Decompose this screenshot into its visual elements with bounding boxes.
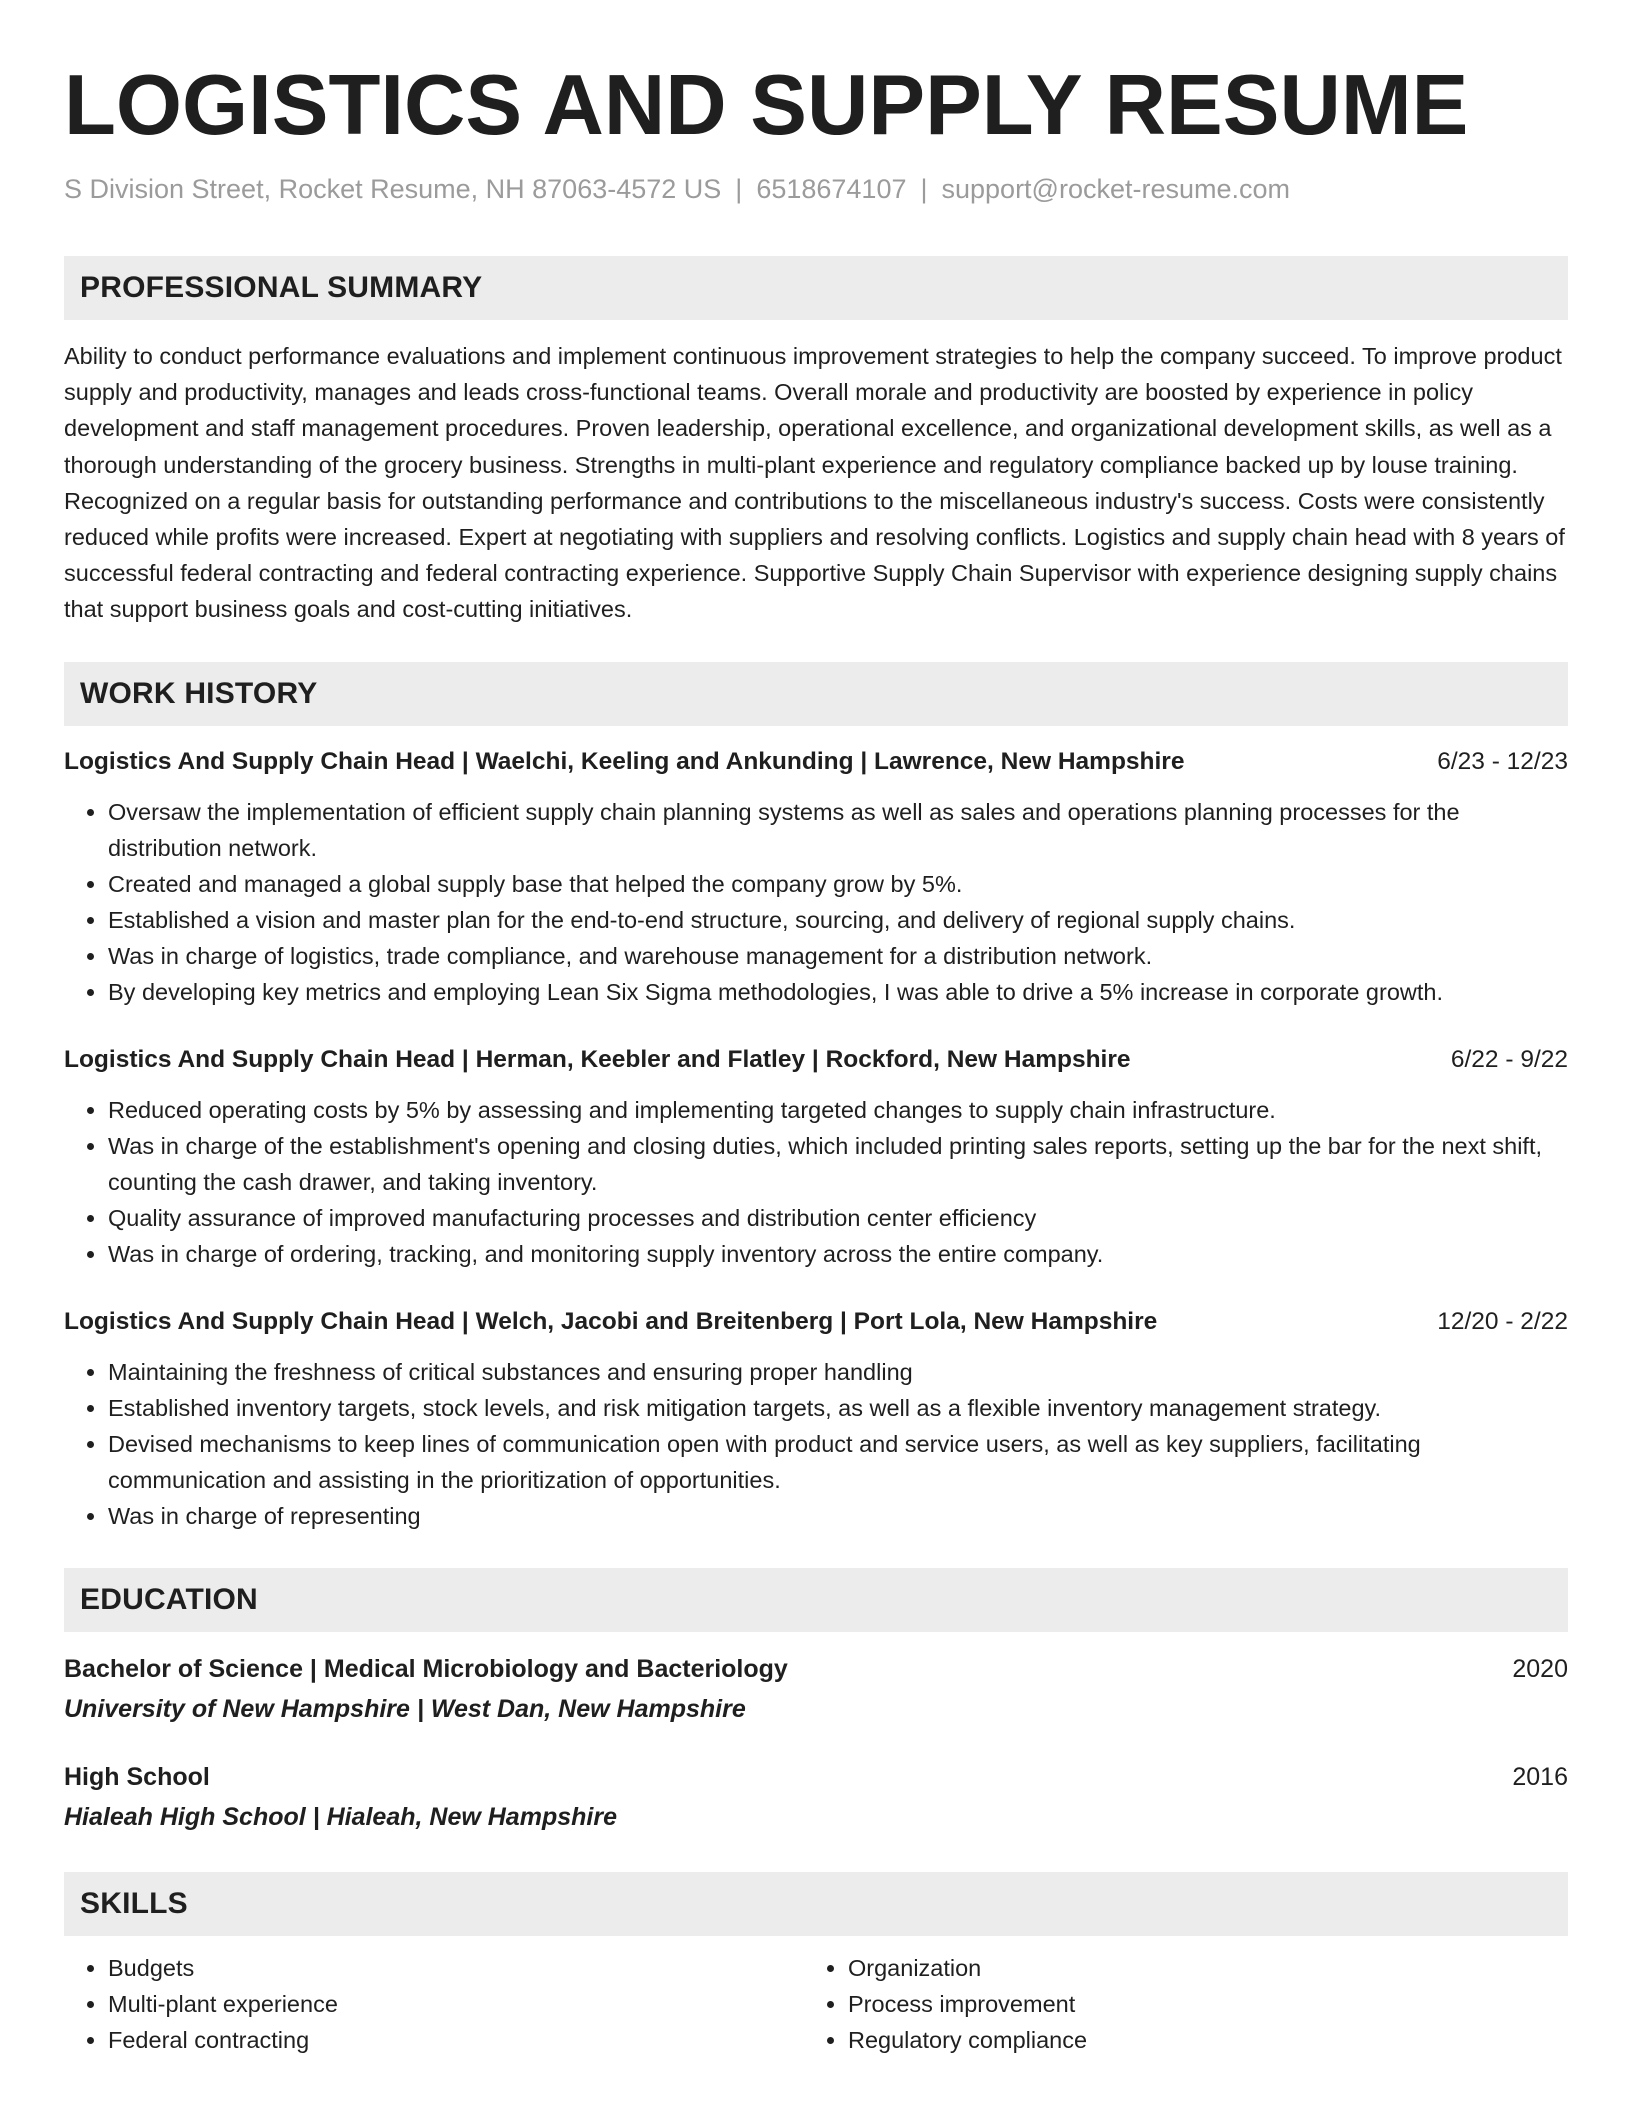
contact-separator: | bbox=[735, 174, 743, 204]
job-bullet: • Quality assurance of improved manufacturing processes and distribution center efficiency bbox=[108, 1200, 1568, 1236]
section-header-skills: SKILLS bbox=[64, 1872, 1568, 1936]
job-title: Logistics And Supply Chain Head | Herman, Keebler and Flatley | Rockford, New Hampshire bbox=[64, 1045, 1131, 1073]
resume-title: LOGISTICS AND SUPPLY RESUME bbox=[64, 58, 1469, 153]
skills-list bbox=[64, 1950, 804, 2058]
contact-line bbox=[64, 172, 1568, 206]
education-entry bbox=[64, 1650, 1568, 1728]
job-bullet: • Was in charge of logistics, trade compliance, and warehouse management for a distribution network. bbox=[108, 938, 1568, 974]
job-bullets bbox=[64, 1092, 1568, 1272]
contact-separator: | bbox=[920, 174, 928, 204]
job-entry bbox=[64, 1042, 1568, 1272]
job-title: Logistics And Supply Chain Head | Welch, Jacobi and Breitenberg | Port Lola, New Hampshire bbox=[64, 1307, 1158, 1335]
education-degree: High School bbox=[64, 1762, 210, 1791]
job-header bbox=[64, 744, 1568, 780]
skill-item: • Organization bbox=[848, 1950, 1544, 1986]
education-school: University of New Hampshire | West Dan, New Hampshire bbox=[64, 1694, 746, 1723]
education-header bbox=[64, 1650, 1568, 1688]
job-bullet: • Devised mechanisms to keep lines of communication open with product and service users, as well as key suppliers, facilitating communication and assisting in the prioritization of opportunities. bbox=[108, 1426, 1568, 1498]
job-header bbox=[64, 1304, 1568, 1340]
skills-column-left bbox=[64, 1950, 804, 2058]
contact-email: support@rocket-resume.com bbox=[941, 174, 1291, 204]
job-bullet: • Established a vision and master plan for the end-to-end structure, sourcing, and delivery of regional supply chains. bbox=[108, 902, 1568, 938]
job-bullet: • Was in charge of representing bbox=[108, 1498, 1568, 1534]
contact-phone: 6518674107 bbox=[756, 174, 907, 204]
resume-content bbox=[64, 58, 1568, 2058]
job-bullet: • Was in charge of the establishment's opening and closing duties, which included printing sales reports, setting up the bar for the next shift, counting the cash drawer, and taking inventory. bbox=[108, 1128, 1568, 1200]
skills-column-right bbox=[804, 1950, 1544, 2058]
job-bullet: • Established inventory targets, stock levels, and risk mitigation targets, as well as a flexible inventory management strategy. bbox=[108, 1390, 1568, 1426]
summary-text: Ability to conduct performance evaluations and implement continuous improvement strategies to help the company succeed. To improve product supply and productivity, manages and leads cross-functional teams. Overall morale and productivity are boosted by experience in policy development and staff management procedures. Proven leadership, operational excellence, and organizational development skills, as well as a thorough understanding of the grocery business. Strengths in multi-plant experience and regulatory compliance backed up by louse training. Recognized on a regular basis for outstanding performance and contributions to the miscellaneous industry's success. Costs were consistently reduced while profits were increased. Expert at negotiating with suppliers and resolving conflicts. Logistics and supply chain head with 8 years of successful federal contracting and federal contracting experience. Supportive Supply Chain Supervisor with experience designing supply chains that support business goals and cost-cutting initiatives. bbox=[64, 343, 1565, 623]
job-bullet: • Oversaw the implementation of efficient supply chain planning systems as well as sales and operations planning processes for the distribution network. bbox=[108, 794, 1568, 866]
job-bullet: • Maintaining the freshness of critical substances and ensuring proper handling bbox=[108, 1354, 1568, 1390]
job-bullet: • Created and managed a global supply base that helped the company grow by 5%. bbox=[108, 866, 1568, 902]
section-header-work-history: WORK HISTORY bbox=[64, 662, 1568, 726]
skill-item: • Process improvement bbox=[848, 1986, 1544, 2022]
education-year: 2016 bbox=[1512, 1762, 1568, 1791]
job-entry bbox=[64, 1304, 1568, 1534]
job-dates: 6/23 - 12/23 bbox=[1437, 747, 1568, 775]
section-header-summary: PROFESSIONAL SUMMARY bbox=[64, 256, 1568, 320]
skill-item: • Multi-plant experience bbox=[108, 1986, 804, 2022]
education-entry bbox=[64, 1758, 1568, 1836]
job-bullet: • Reduced operating costs by 5% by assessing and implementing targeted changes to supply chain infrastructure. bbox=[108, 1092, 1568, 1128]
skills-list bbox=[804, 1950, 1544, 2058]
skill-item: • Regulatory compliance bbox=[848, 2022, 1544, 2058]
education-degree: Bachelor of Science | Medical Microbiology and Bacteriology bbox=[64, 1654, 788, 1683]
skills-grid bbox=[64, 1950, 1568, 2058]
skill-item: • Federal contracting bbox=[108, 2022, 804, 2058]
education-year: 2020 bbox=[1512, 1654, 1568, 1683]
job-bullet: • Was in charge of ordering, tracking, and monitoring supply inventory across the entire company. bbox=[108, 1236, 1568, 1272]
job-entry bbox=[64, 744, 1568, 1010]
job-dates: 6/22 - 9/22 bbox=[1450, 1045, 1568, 1073]
job-bullets bbox=[64, 1354, 1568, 1534]
job-dates: 12/20 - 2/22 bbox=[1437, 1307, 1568, 1335]
education-header bbox=[64, 1758, 1568, 1796]
job-title: Logistics And Supply Chain Head | Waelchi, Keeling and Ankunding | Lawrence, New Hampshire bbox=[64, 747, 1185, 775]
education-school: Hialeah High School | Hialeah, New Hampshire bbox=[64, 1802, 617, 1831]
job-bullet: • By developing key metrics and employing Lean Six Sigma methodologies, I was able to drive a 5% increase in corporate growth. bbox=[108, 974, 1568, 1010]
job-bullets bbox=[64, 794, 1568, 1010]
job-header bbox=[64, 1042, 1568, 1078]
contact-address: S Division Street, Rocket Resume, NH 87063-4572 US bbox=[64, 174, 722, 204]
skill-item: • Budgets bbox=[108, 1950, 804, 1986]
section-header-education: EDUCATION bbox=[64, 1568, 1568, 1632]
